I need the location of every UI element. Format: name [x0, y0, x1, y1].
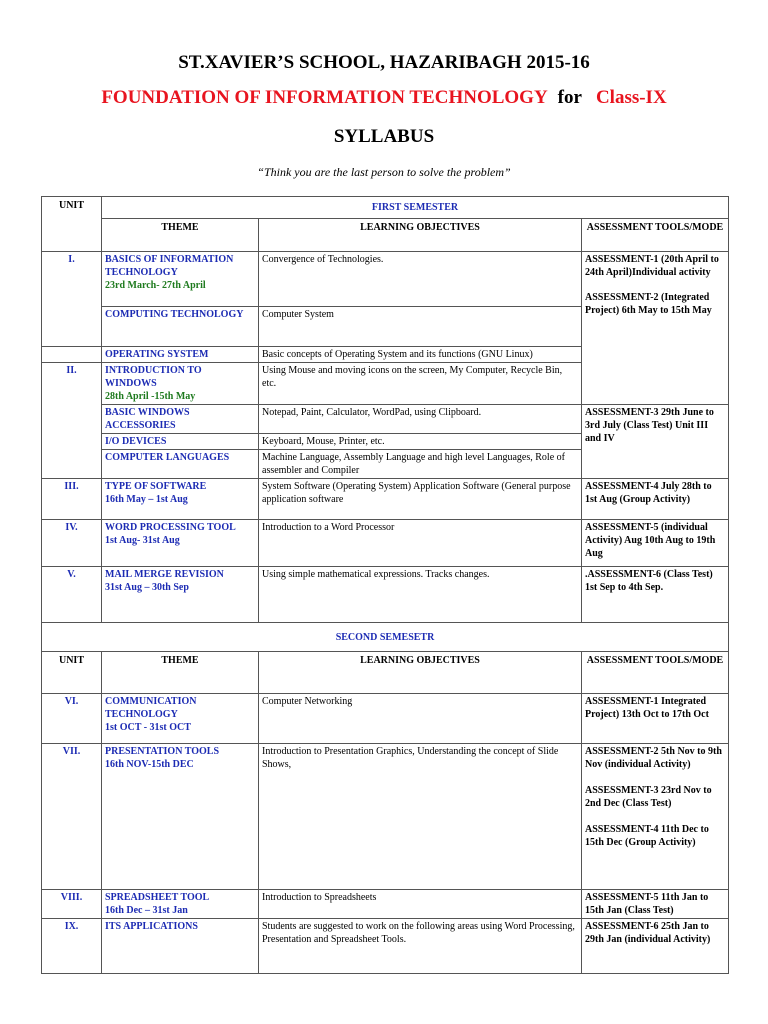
- unit-number: I.: [42, 252, 102, 347]
- assessment-cell: .ASSESSMENT-6 (Class Test) 1st Sep to 4th Sep.: [582, 567, 729, 623]
- assessment-entry: ASSESSMENT-1 (20th April to 24th April)Individual activity: [585, 254, 719, 278]
- objectives-header: LEARNING OBJECTIVES: [259, 219, 582, 252]
- objective-cell: Notepad, Paint, Calculator, WordPad, using Clipboard.: [259, 405, 582, 434]
- objective-cell: Introduction to Spreadsheets: [259, 890, 582, 919]
- theme-title: SPREADSHEET TOOL: [105, 892, 210, 903]
- assessment-entry: ASSESSMENT-4 11th Dec to 15th Dec (Group Activity): [585, 824, 709, 848]
- assessment-header: ASSESSMENT TOOLS/MODE: [582, 219, 729, 252]
- unit-header: UNIT: [42, 652, 102, 694]
- objective-cell: Introduction to a Word Processor: [259, 520, 582, 567]
- theme-cell: [102, 744, 259, 890]
- theme-dates: 23rd March- 27th April: [105, 280, 206, 291]
- theme-dates: 16th May – 1st Aug: [105, 494, 188, 505]
- objective-cell: Students are suggested to work on the following areas using Word Processing, Presentation and Spreadsheet Tools.: [259, 919, 582, 974]
- assessment-cell: ASSESSMENT-6 25th Jan to 29th Jan (individual Activity): [582, 919, 729, 974]
- unit-number: [42, 347, 102, 363]
- objective-cell: Using Mouse and moving icons on the screen, My Computer, Recycle Bin, etc.: [259, 363, 582, 405]
- unit-number: VII.: [42, 744, 102, 890]
- assessment-header: ASSESSMENT TOOLS/MODE: [582, 652, 729, 694]
- theme-title: I/O DEVICES: [102, 434, 259, 450]
- unit-number: VIII.: [42, 890, 102, 919]
- assessment-entry: ASSESSMENT-2 (Integrated Project) 6th May to 15th May: [585, 292, 712, 316]
- theme-cell: [102, 363, 259, 405]
- class-name: Class-IX: [595, 87, 667, 108]
- second-semester-title: SECOND SEMESETR: [42, 623, 729, 652]
- theme-title: COMPUTER LANGUAGES: [102, 450, 259, 479]
- objective-cell: Keyboard, Mouse, Printer, etc.: [259, 434, 582, 450]
- unit-number: II.: [42, 363, 102, 479]
- theme-title: INTRODUCTION TO WINDOWS: [105, 365, 202, 389]
- assessment-cell: ASSESSMENT-1 Integrated Project) 13th Oct to 17th Oct: [582, 694, 729, 744]
- assessment-cell: [582, 252, 729, 405]
- unit-number: IX.: [42, 919, 102, 974]
- theme-dates: 28th April -15th May: [105, 391, 196, 402]
- theme-cell: [102, 520, 259, 567]
- unit-number: V.: [42, 567, 102, 623]
- theme-title: ITS APPLICATIONS: [102, 919, 259, 974]
- objective-cell: Basic concepts of Operating System and its functions (GNU Linux): [259, 347, 582, 363]
- objectives-header: LEARNING OBJECTIVES: [259, 652, 582, 694]
- objective-cell: Introduction to Presentation Graphics, Understanding the concept of Slide Shows,: [259, 744, 582, 890]
- syllabus-table: [41, 196, 729, 974]
- theme-dates: 31st Aug – 30th Sep: [105, 582, 189, 593]
- theme-header: THEME: [102, 219, 259, 252]
- objective-cell: Using simple mathematical expressions. Tracks changes.: [259, 567, 582, 623]
- theme-cell: [102, 252, 259, 307]
- subject-line: [0, 87, 768, 109]
- subject-title: FOUNDATION OF INFORMATION TECHNOLOGY: [101, 87, 548, 108]
- assessment-cell: ASSESSMENT-5 (individual Activity) Aug 10th Aug to 19th Aug: [582, 520, 729, 567]
- theme-title: COMMUNICATION TECHNOLOGY: [105, 696, 197, 720]
- first-semester-title: FIRST SEMESTER: [102, 197, 729, 219]
- theme-title: MAIL MERGE REVISION: [105, 569, 224, 580]
- unit-number: IV.: [42, 520, 102, 567]
- theme-header: THEME: [102, 652, 259, 694]
- theme-dates: 1st Aug- 31st Aug: [105, 535, 180, 546]
- unit-number: III.: [42, 479, 102, 520]
- theme-dates: 16th Dec – 31st Jan: [105, 905, 188, 916]
- objective-cell: Convergence of Technologies.: [259, 252, 582, 307]
- theme-cell: [102, 479, 259, 520]
- theme-title: TYPE OF SOFTWARE: [105, 481, 207, 492]
- theme-title: BASIC WINDOWS ACCESSORIES: [102, 405, 259, 434]
- assessment-cell: ASSESSMENT-5 11th Jan to 15th Jan (Class Test): [582, 890, 729, 919]
- motto-quote: “Think you are the last person to solve the problem”: [257, 165, 511, 179]
- unit-number: VI.: [42, 694, 102, 744]
- unit-header: UNIT: [42, 197, 102, 252]
- for-word: for: [557, 87, 582, 108]
- objective-cell: Computer Networking: [259, 694, 582, 744]
- theme-cell: [102, 890, 259, 919]
- theme-title: COMPUTING TECHNOLOGY: [102, 307, 259, 347]
- theme-cell: [102, 567, 259, 623]
- theme-dates: 16th NOV-15th DEC: [105, 759, 194, 770]
- objective-cell: System Software (Operating System) Application Software (General purpose application software: [259, 479, 582, 520]
- theme-title: PRESENTATION TOOLS: [105, 746, 220, 757]
- assessment-cell: ASSESSMENT-3 29th June to 3rd July (Class Test) Unit III and IV: [582, 405, 729, 479]
- syllabus-heading: SYLLABUS: [333, 126, 435, 147]
- theme-title: OPERATING SYSTEM: [102, 347, 259, 363]
- theme-title: BASICS OF INFORMATION TECHNOLOGY: [105, 254, 234, 278]
- school-title: ST.XAVIER’S SCHOOL, HAZARIBAGH 2015-16: [178, 52, 590, 73]
- theme-title: WORD PROCESSING TOOL: [105, 522, 236, 533]
- assessment-entry: ASSESSMENT-2 5th Nov to 9th Nov (individual Activity): [585, 746, 722, 770]
- assessment-entry: ASSESSMENT-3 23rd Nov to 2nd Dec (Class Test): [585, 785, 712, 809]
- theme-dates: 1st OCT - 31st OCT: [105, 722, 191, 733]
- assessment-cell: [582, 744, 729, 890]
- objective-cell: Computer System: [259, 307, 582, 347]
- objective-cell: Machine Language, Assembly Language and high level Languages, Role of assembler and Compiler: [259, 450, 582, 479]
- theme-cell: [102, 694, 259, 744]
- assessment-cell: ASSESSMENT-4 July 28th to 1st Aug (Group Activity): [582, 479, 729, 520]
